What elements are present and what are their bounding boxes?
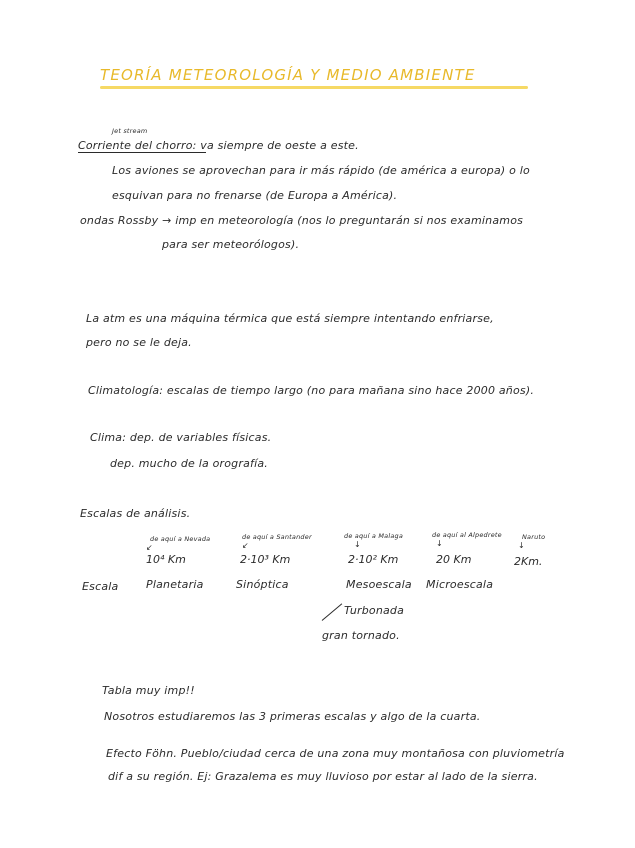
scale-note: de aquí al Alpedrete — [432, 531, 502, 539]
jet-stream-note: Jet stream — [112, 127, 148, 135]
fohn-line-1: Efecto Föhn. Pueblo/ciudad cerca de una zona muy montañosa con pluviometría — [106, 747, 565, 760]
gran-tornado-note: gran tornado. — [322, 629, 400, 642]
scale-note: Naruto — [522, 533, 546, 541]
corriente-underline — [78, 152, 206, 153]
title-highlight — [100, 86, 528, 89]
aviones-line-1: Los aviones se aprovechan para ir más rápido (de américa a europa) o lo — [112, 164, 530, 177]
rossby-line-2: para ser meteorólogos). — [162, 238, 300, 251]
atm-line-1: La atm es una máquina térmica que está siempre intentando enfriarse, — [86, 312, 494, 325]
rossby-line-1: ondas Rossby → imp en meteorología (nos lo preguntarán si nos examinamos — [80, 214, 524, 227]
scale-note: de aquí a Malaga — [344, 532, 404, 540]
corriente-line: Corriente del chorro: va siempre de oeste a este. — [78, 139, 359, 152]
escala-label: Escala — [82, 580, 119, 593]
scale-value: 2Km. — [514, 555, 543, 568]
scale-value: 10⁴ Km — [146, 553, 186, 566]
scale-value: 2·10² Km — [348, 553, 399, 566]
escalas-heading: Escalas de análisis. — [80, 507, 191, 520]
arrow-icon: ↓ — [518, 541, 525, 550]
arrow-line — [322, 603, 343, 620]
climatologia-line: Climatología: escalas de tiempo largo (no para mañana sino hace 2000 años). — [88, 384, 535, 397]
scale-value: 2·10³ Km — [240, 553, 291, 566]
scale-name: Sinóptica — [236, 578, 289, 591]
arrow-icon: ↓ — [436, 539, 443, 548]
atm-line-2: pero no se le deja. — [86, 336, 192, 349]
turbonada-note: Turbonada — [344, 604, 405, 617]
arrow-icon: ↙ — [146, 543, 153, 552]
tabla-note: Tabla muy imp!! — [102, 684, 195, 697]
nosotros-line: Nosotros estudiaremos las 3 primeras escalas y algo de la cuarta. — [104, 710, 481, 723]
scale-note: de aquí a Nevada — [150, 535, 211, 543]
scale-name: Planetaria — [146, 578, 204, 591]
clima-line-2: dep. mucho de la orografía. — [110, 457, 268, 470]
clima-line-1: Clima: dep. de variables físicas. — [90, 431, 272, 444]
scale-value: 20 Km — [436, 553, 472, 566]
fohn-line-2: dif a su región. Ej: Grazalema es muy lluvioso por estar al lado de la sierra. — [108, 770, 538, 783]
scale-name: Microescala — [426, 578, 494, 591]
page-title: TEORÍA METEOROLOGÍA Y MEDIO AMBIENTE — [100, 66, 476, 84]
arrow-icon: ↙ — [242, 541, 249, 550]
scale-note: de aquí a Santander — [242, 533, 312, 541]
arrow-icon: ↓ — [354, 540, 361, 549]
aviones-line-2: esquivan para no frenarse (de Europa a América). — [112, 189, 398, 202]
scale-name: Mesoescala — [346, 578, 412, 591]
